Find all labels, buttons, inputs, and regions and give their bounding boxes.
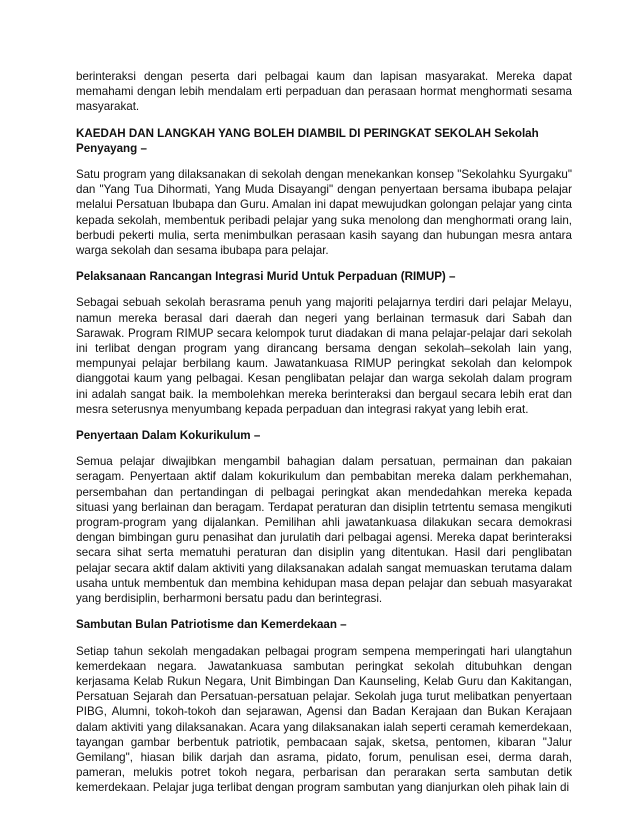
section-body-sekolah-penyayang: Satu program yang dilaksanakan di sekolah dengan menekankan konsep "Sekolahku Syurgaku" dan "Yang Tua Dihormati, Yang Muda Disayangi" dengan penyertaan bersama ibubapa pelajar melalui Persatuan Ibubapa dan Guru. Amalan ini dapat mewujudkan golongan pelajar yang cinta kepada sekolah, membentuk peribadi pelajar yang suka menolong dan menghormati orang lain, berbudi pekerti mulia, serta menimbulkan perasaan kasih sayang dan hubungan mesra antara warga sekolah dan sesama ibubapa para pelajar.: [76, 168, 572, 258]
document-page: [76, 69, 572, 807]
intro-paragraph: berinteraksi dengan peserta dari pelbagai kaum dan lapisan masyarakat. Mereka dapat memahami dengan lebih mendalam erti perpaduan dan perasaan hormat menghormati sesama masyarakat.: [76, 70, 572, 114]
section-body-kokurikulum: Semua pelajar diwajibkan mengambil bahagian dalam persatuan, permainan dan pakaian seragam. Penyertaan aktif dalam kokurikulum dan pembabitan mereka dalam perkhemahan, persembahan dan pertandingan di pelbagai peringkat akan mendedahkan mereka kepada situasi yang berlainan dan beragam. Terdapat peraturan dan disiplin tetrtentu semasa mengikuti program-program yang dijalankan. Pemilihan ahli jawatankuasa dilakukan secara demokrasi dengan bimbingan guru penasihat dan jurulatih dari pelbagai agensi. Mereka dapat berinteraksi secara sihat serta mematuhi peraturan dan disiplin yang ditentukan. Hasil dari penglibatan pelajar secara aktif dalam aktiviti yang dilaksanakan adalah sangat memuaskan terutama dalam usaha untuk membentuk dan membina kehidupan masa depan pelajar dan sebuah masyarakat yang berdisiplin, berharmoni bersatu padu dan berintegrasi.: [76, 455, 572, 606]
section-body-patriotisme: Setiap tahun sekolah mengadakan pelbagai program sempena memperingati hari ulangtahun kemerdekaan negara. Jawatankuasa sambutan peringkat sekolah ditubuhkan dengan kerjasama Kelab Rukun Negara, Unit Bimbingan Dan Kaunseling, Kelab Guru dan Kakitangan, Persatuan Sejarah dan Persatuan-persatuan pelajar. Sekolah juga turut melibatkan penyertaan PIBG, Alumni, tokoh-tokoh dan sejarawan, Agensi dan Badan Kerajaan dan Bukan Kerajaan dalam aktiviti yang dilaksanakan. Acara yang dilaksanakan ialah seperti ceramah kemerdekaan, tayangan gambar berbentuk patriotik, pembacaan sajak, sketsa, pentomen, kibaran "Jalur Gemilang", hiasan bilik darjah dan asrama, pidato, forum, penulisan esei, derma darah, pameran, melukis potret tokoh negara, perbarisan dan perarakan serta sambutan detik kemerdekaan. Pelajar juga terlibat dengan program sambutan yang dianjurkan oleh pihak lain di: [76, 644, 572, 795]
section-heading-rimup: Pelaksanaan Rancangan Integrasi Murid Untuk Perpaduan (RIMUP) –: [76, 270, 456, 284]
section-heading-patriotisme: Sambutan Bulan Patriotisme dan Kemerdekaan –: [76, 618, 347, 632]
section-heading-sekolah-penyayang: KAEDAH DAN LANGKAH YANG BOLEH DIAMBIL DI PERINGKAT SEKOLAH Sekolah Penyayang –: [76, 126, 539, 155]
section-heading-kokurikulum: Penyertaan Dalam Kokurikulum –: [76, 429, 261, 443]
section-body-rimup: Sebagai sebuah sekolah berasrama penuh yang majoriti pelajarnya terdiri dari pelajar Melayu, namun mereka berasal dari daerah dan negeri yang berlainan termasuk dari Sabah dan Sarawak. Program RIMUP secara kelompok turut diadakan di mana pelajar-pelajar dari sekolah ini terlibat dengan program yang dirancang bersama dengan sekolah–sekolah lain yang, mempunyai pelajar berbilang kaum. Jawatankuasa RIMUP peringkat sekolah dan kelompok dianggotai kaum yang pelbagai. Kesan penglibatan pelajar dan warga sekolah dalam program ini adalah sangat baik. Ia membolehkan mereka berinteraksi dan bergaul secara lebih erat dan mesra seterusnya menyumbang kepada perpaduan dan integrasi rakyat yang lebih erat.: [76, 296, 572, 416]
